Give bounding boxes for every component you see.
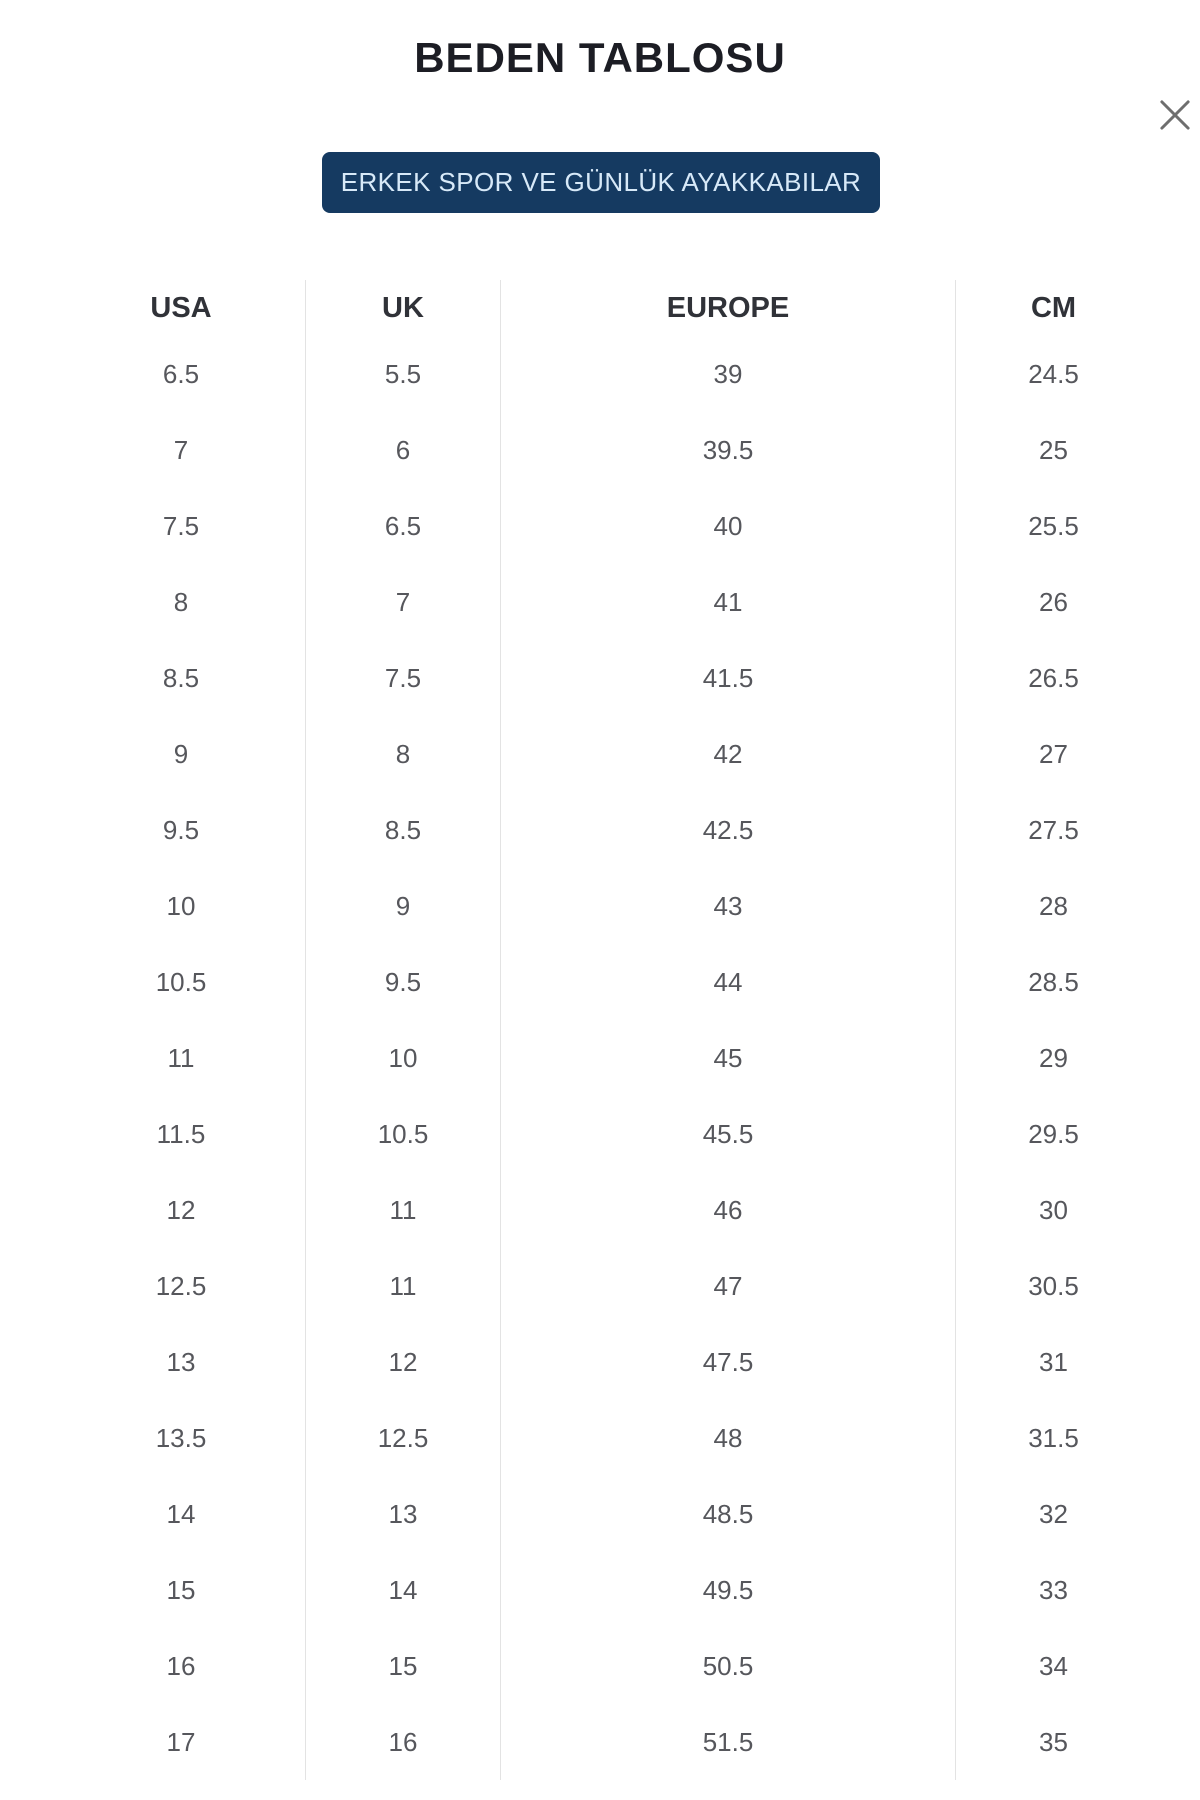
table-cell: 10.5 xyxy=(57,944,305,1020)
close-icon xyxy=(1154,94,1196,136)
table-cell: 31.5 xyxy=(955,1400,1151,1476)
table-cell: 26.5 xyxy=(955,640,1151,716)
table-cell: 28 xyxy=(955,868,1151,944)
table-cell: 26 xyxy=(955,564,1151,640)
table-cell: 15 xyxy=(305,1628,500,1704)
size-table xyxy=(57,280,1151,1780)
table-cell: 8 xyxy=(305,716,500,792)
table-cell: 42.5 xyxy=(500,792,955,868)
table-cell: 28.5 xyxy=(955,944,1151,1020)
table-cell: 15 xyxy=(57,1552,305,1628)
table-cell: 51.5 xyxy=(500,1704,955,1780)
table-cell: 13.5 xyxy=(57,1400,305,1476)
table-cell: 39 xyxy=(500,336,955,412)
table-cell: 34 xyxy=(955,1628,1151,1704)
table-cell: 7 xyxy=(305,564,500,640)
table-cell: 10.5 xyxy=(305,1096,500,1172)
table-cell: 35 xyxy=(955,1704,1151,1780)
table-cell: 29.5 xyxy=(955,1096,1151,1172)
table-cell: 14 xyxy=(305,1552,500,1628)
table-cell: 31 xyxy=(955,1324,1151,1400)
table-cell: 33 xyxy=(955,1552,1151,1628)
table-cell: 9 xyxy=(57,716,305,792)
table-header-cell: EUROPE xyxy=(500,280,955,336)
table-cell: 7.5 xyxy=(305,640,500,716)
table-cell: 41 xyxy=(500,564,955,640)
table-cell: 10 xyxy=(305,1020,500,1096)
table-cell: 46 xyxy=(500,1172,955,1248)
table-cell: 48.5 xyxy=(500,1476,955,1552)
table-cell: 43 xyxy=(500,868,955,944)
table-header-cell: USA xyxy=(57,280,305,336)
table-cell: 16 xyxy=(57,1628,305,1704)
table-cell: 13 xyxy=(305,1476,500,1552)
table-cell: 47 xyxy=(500,1248,955,1324)
close-button[interactable] xyxy=(1152,92,1198,138)
table-cell: 12 xyxy=(57,1172,305,1248)
table-cell: 40 xyxy=(500,488,955,564)
table-cell: 47.5 xyxy=(500,1324,955,1400)
table-cell: 27.5 xyxy=(955,792,1151,868)
table-cell: 11 xyxy=(305,1172,500,1248)
table-cell: 8.5 xyxy=(305,792,500,868)
table-cell: 7.5 xyxy=(57,488,305,564)
table-cell: 12.5 xyxy=(57,1248,305,1324)
table-cell: 11 xyxy=(305,1248,500,1324)
table-cell: 24.5 xyxy=(955,336,1151,412)
table-cell: 8.5 xyxy=(57,640,305,716)
table-cell: 45.5 xyxy=(500,1096,955,1172)
table-cell: 50.5 xyxy=(500,1628,955,1704)
table-cell: 5.5 xyxy=(305,336,500,412)
table-cell: 9.5 xyxy=(57,792,305,868)
table-cell: 42 xyxy=(500,716,955,792)
table-cell: 6.5 xyxy=(57,336,305,412)
table-cell: 6.5 xyxy=(305,488,500,564)
table-cell: 30 xyxy=(955,1172,1151,1248)
table-cell: 6 xyxy=(305,412,500,488)
table-cell: 17 xyxy=(57,1704,305,1780)
table-header-cell: CM xyxy=(955,280,1151,336)
table-cell: 10 xyxy=(57,868,305,944)
table-cell: 25 xyxy=(955,412,1151,488)
table-cell: 49.5 xyxy=(500,1552,955,1628)
category-tab-erkek-spor[interactable] xyxy=(322,152,880,213)
table-cell: 29 xyxy=(955,1020,1151,1096)
table-header-cell: UK xyxy=(305,280,500,336)
table-cell: 48 xyxy=(500,1400,955,1476)
table-cell: 7 xyxy=(57,412,305,488)
page-title: BEDEN TABLOSU xyxy=(414,34,786,81)
category-tab-label: ERKEK SPOR VE GÜNLÜK AYAKKABILAR xyxy=(340,167,862,197)
table-cell: 41.5 xyxy=(500,640,955,716)
table-cell: 30.5 xyxy=(955,1248,1151,1324)
table-cell: 25.5 xyxy=(955,488,1151,564)
table-cell: 13 xyxy=(57,1324,305,1400)
table-cell: 16 xyxy=(305,1704,500,1780)
table-cell: 11.5 xyxy=(57,1096,305,1172)
table-cell: 27 xyxy=(955,716,1151,792)
table-cell: 39.5 xyxy=(500,412,955,488)
table-cell: 32 xyxy=(955,1476,1151,1552)
table-cell: 9.5 xyxy=(305,944,500,1020)
table-cell: 12.5 xyxy=(305,1400,500,1476)
table-cell: 45 xyxy=(500,1020,955,1096)
table-cell: 44 xyxy=(500,944,955,1020)
table-cell: 11 xyxy=(57,1020,305,1096)
table-cell: 14 xyxy=(57,1476,305,1552)
table-cell: 8 xyxy=(57,564,305,640)
table-cell: 12 xyxy=(305,1324,500,1400)
table-cell: 9 xyxy=(305,868,500,944)
